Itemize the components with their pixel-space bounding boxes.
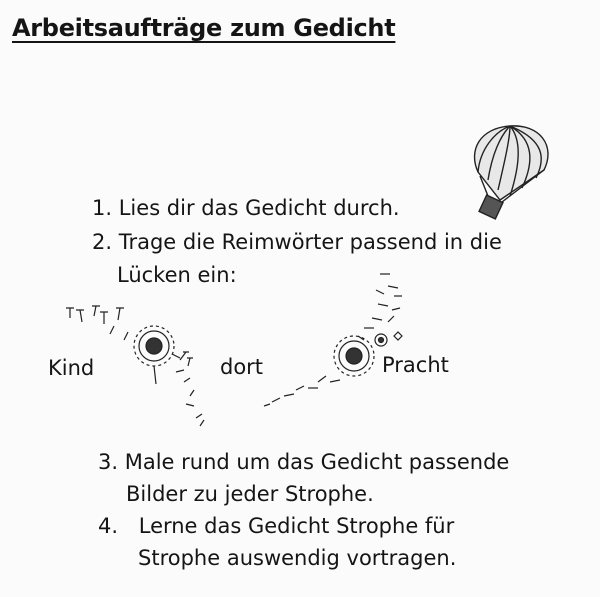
dandelion-right-icon (264, 274, 402, 406)
task-4-number: 4. (98, 514, 119, 538)
task-2-text-line-1: Trage die Reimwörter passend in die (118, 230, 502, 254)
rhyme-word-pracht: Pracht (382, 353, 449, 377)
page-title: Arbeitsaufträge zum Gedicht (12, 14, 396, 42)
task-2-number: 2. (92, 230, 113, 254)
task-3-number: 3. (98, 450, 119, 474)
task-3-text-line-1: Male rund um das Gedicht passende (124, 450, 510, 474)
task-1-number: 1. (92, 196, 113, 220)
task-4-text-line-1: Lerne das Gedicht Strophe für (138, 514, 455, 538)
dandelion-left-icon (66, 306, 204, 426)
task-1-text: Lies dir das Gedicht durch. (118, 196, 400, 220)
rhyme-word-dort: dort (220, 355, 264, 379)
hot-air-balloon-icon (475, 126, 548, 219)
task-2-text-line-2: Lücken ein: (117, 263, 237, 287)
task-4-text-line-2: Strophe auswendig vortragen. (138, 546, 457, 570)
rhyme-word-kind: Kind (48, 356, 95, 380)
task-3-text-line-2: Bilder zu jeder Strophe. (126, 482, 374, 506)
